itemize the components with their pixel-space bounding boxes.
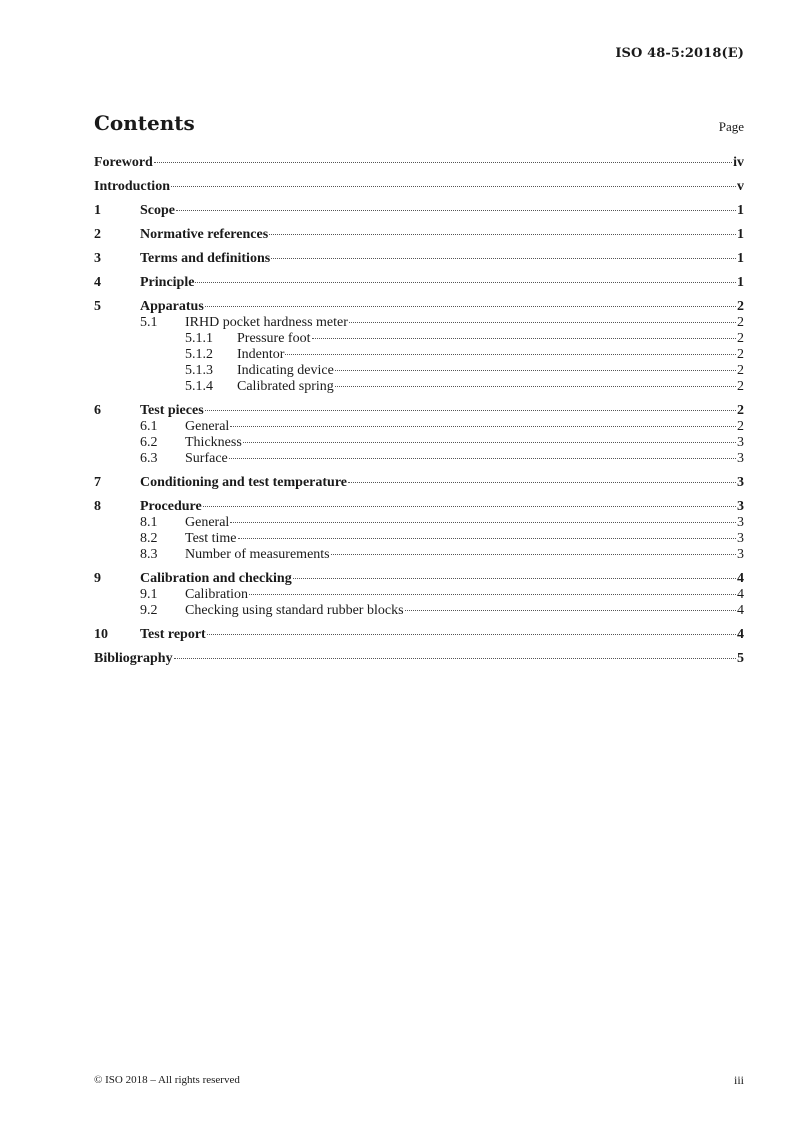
toc-entry-number: 5.1.2 bbox=[185, 347, 213, 362]
toc-dot-leader bbox=[331, 554, 736, 555]
toc-entry-page: 4 bbox=[737, 603, 744, 618]
toc-entry-title: General bbox=[185, 515, 230, 530]
toc-entry-page: 2 bbox=[737, 315, 744, 330]
toc-entry[interactable] bbox=[94, 531, 744, 547]
toc-entry[interactable] bbox=[94, 603, 744, 619]
toc-entry-title: Surface bbox=[185, 451, 228, 466]
toc-entry-title: Calibrated spring bbox=[237, 379, 334, 394]
toc-entry-number: 10 bbox=[94, 627, 108, 642]
toc-entry-title: IRHD pocket hardness meter bbox=[185, 315, 348, 330]
copyright-notice: © ISO 2018 – All rights reserved bbox=[94, 1074, 240, 1086]
toc-entry-page: 2 bbox=[737, 299, 744, 314]
toc-entry-title: Terms and definitions bbox=[140, 251, 271, 266]
toc-entry[interactable] bbox=[94, 403, 744, 419]
toc-entry-page: 2 bbox=[737, 363, 744, 378]
toc-entry-page: 4 bbox=[737, 627, 744, 642]
toc-dot-leader bbox=[335, 386, 736, 387]
toc-entry-title: Test time bbox=[185, 531, 237, 546]
toc-entry[interactable] bbox=[94, 227, 744, 243]
toc-entry-title: Normative references bbox=[140, 227, 269, 242]
toc-dot-leader bbox=[249, 594, 736, 595]
toc-entry-number: 3 bbox=[94, 251, 101, 266]
toc-entry-title: Foreword bbox=[94, 155, 153, 170]
toc-entry-number: 8.1 bbox=[140, 515, 158, 530]
toc-dot-leader bbox=[312, 338, 737, 339]
toc-entry-page: 2 bbox=[737, 347, 744, 362]
toc-entry-title: Apparatus bbox=[140, 299, 204, 314]
toc-entry-title: Scope bbox=[140, 203, 175, 218]
toc-entry-page: 1 bbox=[737, 275, 744, 290]
toc-entry[interactable] bbox=[94, 627, 744, 643]
toc-dot-leader bbox=[349, 322, 736, 323]
toc-entry-page: v bbox=[737, 179, 744, 194]
toc-dot-leader bbox=[230, 522, 736, 523]
toc-entry-title: Thickness bbox=[185, 435, 242, 450]
toc-entry-number: 4 bbox=[94, 275, 101, 290]
toc-dot-leader bbox=[174, 658, 736, 659]
toc-dot-leader bbox=[205, 410, 736, 411]
toc-entry-title: Pressure foot bbox=[237, 331, 311, 346]
toc-entry-number: 9.2 bbox=[140, 603, 158, 618]
toc-entry-title: General bbox=[185, 419, 230, 434]
contents-heading-row bbox=[94, 111, 744, 139]
table-of-contents bbox=[94, 155, 744, 667]
toc-dot-leader bbox=[207, 634, 736, 635]
toc-dot-leader bbox=[171, 186, 736, 187]
toc-entry-page: 2 bbox=[737, 419, 744, 434]
toc-dot-leader bbox=[238, 538, 736, 539]
page-column-label: Page bbox=[718, 119, 744, 134]
toc-entry-page: 3 bbox=[737, 499, 744, 514]
toc-entry-page: iv bbox=[733, 155, 744, 170]
toc-entry-page: 5 bbox=[737, 651, 744, 666]
toc-dot-leader bbox=[195, 282, 736, 283]
toc-entry-title: Principle bbox=[140, 275, 195, 290]
toc-entry-title: Bibliography bbox=[94, 651, 173, 666]
toc-dot-leader bbox=[243, 442, 736, 443]
toc-dot-leader bbox=[293, 578, 736, 579]
toc-entry-title: Introduction bbox=[94, 179, 170, 194]
toc-dot-leader bbox=[230, 426, 736, 427]
toc-entry[interactable] bbox=[94, 515, 744, 531]
toc-entry-number: 8 bbox=[94, 499, 101, 514]
toc-entry-number: 5.1.1 bbox=[185, 331, 213, 346]
toc-dot-leader bbox=[271, 258, 736, 259]
toc-entry-number: 6 bbox=[94, 403, 101, 418]
contents-title: Contents bbox=[94, 111, 195, 135]
toc-entry-page: 3 bbox=[737, 547, 744, 562]
toc-dot-leader bbox=[176, 210, 736, 211]
toc-entry-number: 6.1 bbox=[140, 419, 158, 434]
toc-entry-number: 6.3 bbox=[140, 451, 158, 466]
toc-entry[interactable] bbox=[94, 571, 744, 587]
toc-entry[interactable] bbox=[94, 315, 744, 331]
toc-entry-number: 5.1.4 bbox=[185, 379, 213, 394]
toc-entry-number: 5 bbox=[94, 299, 101, 314]
toc-entry-title: Checking using standard rubber blocks bbox=[185, 603, 404, 618]
toc-entry-number: 6.2 bbox=[140, 435, 158, 450]
toc-entry-number: 5.1 bbox=[140, 315, 158, 330]
toc-entry[interactable] bbox=[94, 379, 744, 395]
toc-entry-page: 3 bbox=[737, 435, 744, 450]
toc-entry-page: 3 bbox=[737, 515, 744, 530]
toc-entry-page: 3 bbox=[737, 475, 744, 490]
toc-entry-title: Test report bbox=[140, 627, 206, 642]
toc-entry-page: 2 bbox=[737, 331, 744, 346]
toc-entry[interactable] bbox=[94, 347, 744, 363]
toc-entry-page: 1 bbox=[737, 203, 744, 218]
toc-entry-title: Calibration and checking bbox=[140, 571, 292, 586]
toc-entry[interactable] bbox=[94, 331, 744, 347]
toc-entry-title: Indentor bbox=[237, 347, 285, 362]
toc-dot-leader bbox=[205, 306, 736, 307]
toc-entry[interactable] bbox=[94, 499, 744, 515]
toc-entry-title: Test pieces bbox=[140, 403, 204, 418]
toc-entry-page: 1 bbox=[737, 251, 744, 266]
toc-entry[interactable] bbox=[94, 275, 744, 291]
toc-entry-number: 8.3 bbox=[140, 547, 158, 562]
toc-entry-title: Procedure bbox=[140, 499, 202, 514]
toc-entry[interactable] bbox=[94, 299, 744, 315]
toc-dot-leader bbox=[335, 370, 736, 371]
toc-dot-leader bbox=[405, 610, 736, 611]
toc-entry[interactable] bbox=[94, 179, 744, 195]
toc-entry[interactable] bbox=[94, 155, 744, 171]
toc-entry-number: 2 bbox=[94, 227, 101, 242]
toc-entry-page: 2 bbox=[737, 379, 744, 394]
toc-entry[interactable] bbox=[94, 435, 744, 451]
toc-entry-title: Indicating device bbox=[237, 363, 334, 378]
toc-entry-number: 5.1.3 bbox=[185, 363, 213, 378]
toc-entry[interactable] bbox=[94, 547, 744, 563]
toc-entry[interactable] bbox=[94, 363, 744, 379]
toc-entry-title: Conditioning and test temperature bbox=[140, 475, 348, 490]
document-id: ISO 48-5:2018(E) bbox=[615, 46, 744, 61]
toc-entry[interactable] bbox=[94, 203, 744, 219]
toc-entry[interactable] bbox=[94, 587, 744, 603]
toc-entry[interactable] bbox=[94, 419, 744, 435]
toc-entry-number: 9.1 bbox=[140, 587, 158, 602]
toc-entry-page: 4 bbox=[737, 587, 744, 602]
toc-entry-number: 7 bbox=[94, 475, 101, 490]
toc-entry-page: 2 bbox=[737, 403, 744, 418]
toc-entry-title: Calibration bbox=[185, 587, 248, 602]
toc-entry-title: Number of measurements bbox=[185, 547, 330, 562]
toc-entry[interactable] bbox=[94, 451, 744, 467]
toc-entry-page: 1 bbox=[737, 227, 744, 242]
toc-entry[interactable] bbox=[94, 251, 744, 267]
toc-entry[interactable] bbox=[94, 475, 744, 491]
toc-entry[interactable] bbox=[94, 651, 744, 667]
toc-entry-number: 8.2 bbox=[140, 531, 158, 546]
toc-dot-leader bbox=[203, 506, 736, 507]
toc-dot-leader bbox=[229, 458, 736, 459]
toc-dot-leader bbox=[269, 234, 736, 235]
toc-dot-leader bbox=[348, 482, 736, 483]
toc-entry-number: 1 bbox=[94, 203, 101, 218]
toc-dot-leader bbox=[154, 162, 732, 163]
page-number: iii bbox=[733, 1073, 744, 1087]
toc-dot-leader bbox=[285, 354, 736, 355]
toc-entry-page: 3 bbox=[737, 451, 744, 466]
toc-entry-page: 4 bbox=[737, 571, 744, 586]
toc-entry-number: 9 bbox=[94, 571, 101, 586]
toc-entry-page: 3 bbox=[737, 531, 744, 546]
